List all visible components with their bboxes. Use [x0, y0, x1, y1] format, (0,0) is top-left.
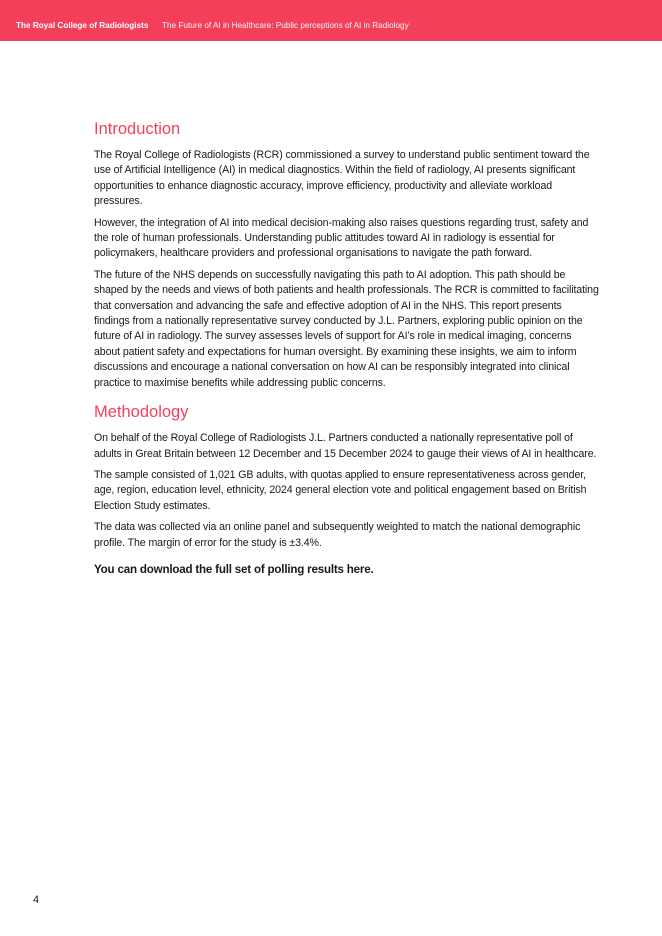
introduction-heading: Introduction	[94, 120, 181, 138]
methodology-paragraph-3: The data was collected via an online panel and subsequently weighted to match the national demographic profile. The margin of error for the study is ±3.4%.	[94, 521, 581, 549]
methodology-section	[94, 401, 600, 577]
introduction-paragraph-1: The Royal College of Radiologists (RCR) commissioned a survey to understand public sentiment toward the use of Artificial Intelligence (AI) in medical diagnostics. Within the field of radiology, AI presents significant opportunities to enhance diagnostic accuracy, improve efficiency, productivity and alleviate workload pressures.	[94, 149, 590, 208]
header-document-title: The Future of AI in Healthcare: Public perceptions of AI in Radiology	[162, 21, 409, 30]
page-header	[0, 0, 662, 41]
introduction-paragraph-3: The future of the NHS depends on successfully navigating this path to AI adoption. This path should be shaped by the needs and views of both patients and health professionals. The RCR is committed to facilitating that conversation and advancing the safe and effective adoption of AI in the NHS. This report presents findings from a nationally representative survey conducted by J.L. Partners, exploring public opinion on the future of AI in radiology. The survey assesses levels of support for AI’s role in medical imaging, concerns about patient safety and expectations for human oversight. By examining these insights, we aim to inform discussions and encourage a national conversation on how AI can be responsibly integrated into clinical practice to maximise benefits while addressing public concerns.	[94, 268, 599, 389]
methodology-heading: Methodology	[94, 403, 189, 422]
header-org-name: The Royal College of Radiologists	[16, 21, 149, 30]
introduction-paragraph-2: However, the integration of AI into medical decision-making also raises questions regarding trust, safety and the role of human professionals. Understanding public attitudes toward AI in radiology is essential for policymakers, healthcare providers and professional organisations to navigate the path forward.	[94, 216, 589, 260]
introduction-section	[94, 118, 600, 391]
download-results-link[interactable]: You can download the full set of polling results here.	[94, 562, 374, 576]
main-content	[94, 118, 600, 577]
page-number: 4	[33, 894, 40, 906]
methodology-paragraph-1: On behalf of the Royal College of Radiologists J.L. Partners conducted a nationally representative poll of adults in Great Britain between 12 December and 15 December 2024 to gauge their views of AI in healthcare.	[94, 432, 597, 460]
methodology-paragraph-2: The sample consisted of 1,021 GB adults, with quotas applied to ensure representativeness across gender, age, region, education level, ethnicity, 2024 general election vote and political engagement based on British Election Study estimates.	[94, 468, 587, 512]
